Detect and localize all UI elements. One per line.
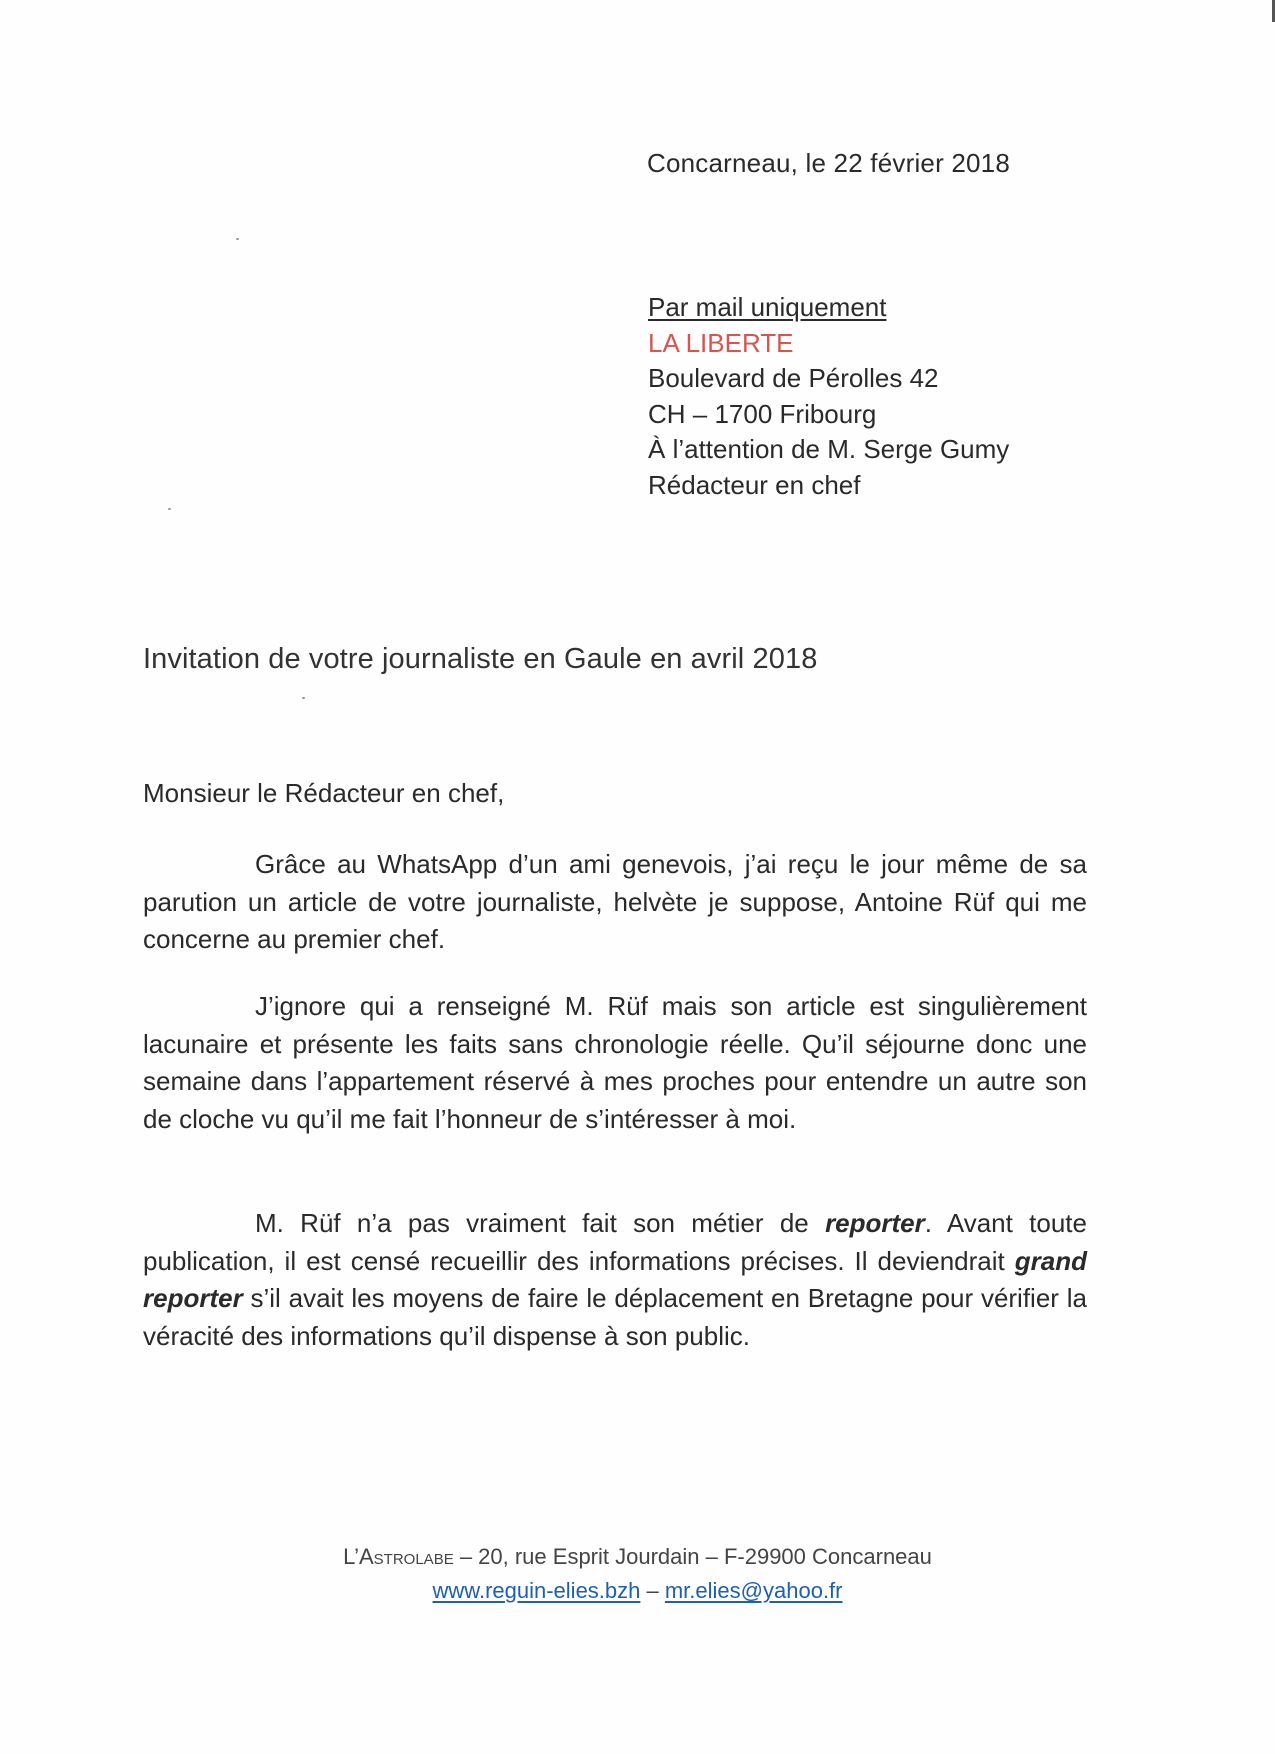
recipient-city: CH – 1700 Fribourg (648, 398, 877, 429)
footer-address: – 20, rue Esprit Jourdain – F-29900 Concarneau (453, 1544, 932, 1569)
body-paragraph-3 (143, 1205, 1087, 1355)
footer-contact-line (0, 1578, 1275, 1604)
paragraph-1-text: Grâce au WhatsApp d’un ami genevois, j’ai reçu le jour même de sa parution un article de votre journaliste, helvète je suppose, Antoine Rüf qui me concerne au premier chef. (143, 849, 1087, 954)
emphasis-reporter: reporter (825, 1208, 925, 1238)
scan-speck (302, 697, 305, 699)
footer-separator: – (640, 1578, 665, 1603)
website-link[interactable]: www.reguin-elies.bzh (432, 1578, 641, 1603)
footer-org: L’Astrolabe (343, 1544, 454, 1569)
scan-speck (168, 508, 171, 510)
recipient-name: LA LIBERTE (648, 327, 794, 358)
footer-address-line (0, 1544, 1275, 1570)
letter-subject: Invitation de votre journaliste en Gaule en avril 2018 (143, 643, 818, 675)
recipient-street: Boulevard de Pérolles 42 (648, 363, 939, 393)
recipient-address-block (648, 290, 1009, 503)
body-paragraph-1 (143, 846, 1087, 959)
salutation: Monsieur le Rédacteur en chef, (143, 778, 505, 808)
paragraph-2-text: J’ignore qui a renseigné M. Rüf mais son article est singulièrement lacunaire et présente les faits sans chronologie réelle. Qu’il séjourne donc une semaine dans l’appartement réservé à mes proches pour entendre un autre son de cloche vu qu’il me fait l’honneur de s’intéresser à moi. (143, 991, 1087, 1134)
recipient-attention: À l’attention de M. Serge Gumy (648, 434, 1010, 464)
body-paragraph-2 (143, 988, 1087, 1138)
paragraph-3-text-c: . Avant toute publication, il est censé recueillir des informations précises. Il deviendrait (143, 1208, 1087, 1276)
emphasis-grand-reporter: grand reporter (143, 1245, 1087, 1313)
delivery-method: Par mail uniquement (648, 292, 887, 322)
paragraph-3-text-e: s’il avait les moyens de faire le déplacement en Bretagne pour vérifier la véracité des informations qu’il dispense à son public. (143, 1283, 1087, 1351)
recipient-role: Rédacteur en chef (648, 469, 861, 500)
paragraph-3-text-a: M. Rüf n’a pas vraiment fait son métier de (255, 1208, 826, 1238)
scan-speck (236, 238, 239, 240)
letter-date: Concarneau, le 22 février 2018 (647, 148, 1011, 178)
email-link[interactable]: mr.elies@yahoo.fr (664, 1578, 843, 1603)
